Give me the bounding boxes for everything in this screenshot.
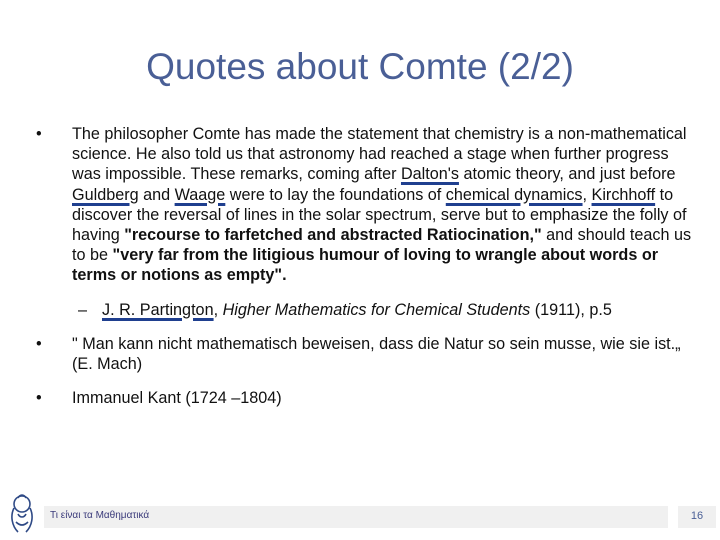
quote-text: The philosopher Comte has made the statement that chemistry is a non-mathematical science. He also told us that astronomy had reached a stage when further progress was impossible. These remarks, coming after [72,125,687,184]
slide-content [32,124,692,408]
bullet-kant [32,388,692,408]
footer-label: Τι είναι τα Μαθηματικά [50,510,150,521]
kant-text: Immanuel Kant (1724 –1804) [72,389,282,408]
sub-bullet-marker: – [78,300,88,319]
citation-work-title: Higher Mathematics for Chemical Students [222,300,531,319]
link-chemical-dynamics[interactable]: chemical dynamics [445,185,583,204]
bullet-partington-quote [32,124,692,286]
quote-text: were to lay the foundations of [225,185,446,204]
quote-text: atomic theory, and just before [458,165,676,184]
link-dalton[interactable]: Dalton's [400,165,459,184]
bullet-marker: • [36,389,42,408]
bullet-marker: • [36,334,42,353]
sub-bullet-citation [32,300,692,320]
quote-bold-text: "very far from the litigious humour of loving to wrangle about words or terms or notions as empty". [72,246,659,285]
bullet-marker: • [36,125,42,143]
citation-separator: , [213,300,223,319]
mach-quote-text: " Man kann nicht mathematisch beweisen, dass die Natur so sein musse, wie sie ist.„ (E. Mach) [72,334,681,374]
quote-text: , [582,185,592,204]
link-guldberg[interactable]: Guldberg [72,185,139,204]
citation-year-page: (1911), p.5 [530,300,612,319]
quote-text: to discover the reversal of lines in the solar spectrum, serve but to emphasize the folly of having [72,185,687,245]
link-kirchhoff[interactable]: Kirchhoff [591,185,656,204]
quote-bold-text: "recourse to farfetched and abstracted Ratiocination," [124,226,542,245]
page-number: 16 [690,510,704,522]
slide-title: Quotes about Comte (2/2) [146,46,574,87]
university-logo-icon [4,492,40,536]
bullet-mach-quote [32,334,692,374]
link-waage[interactable]: Waage [174,185,226,204]
link-partington[interactable]: J. R. Partington [102,300,214,319]
quote-text: and should teach us to be [72,226,692,265]
quote-text: and [138,185,175,204]
